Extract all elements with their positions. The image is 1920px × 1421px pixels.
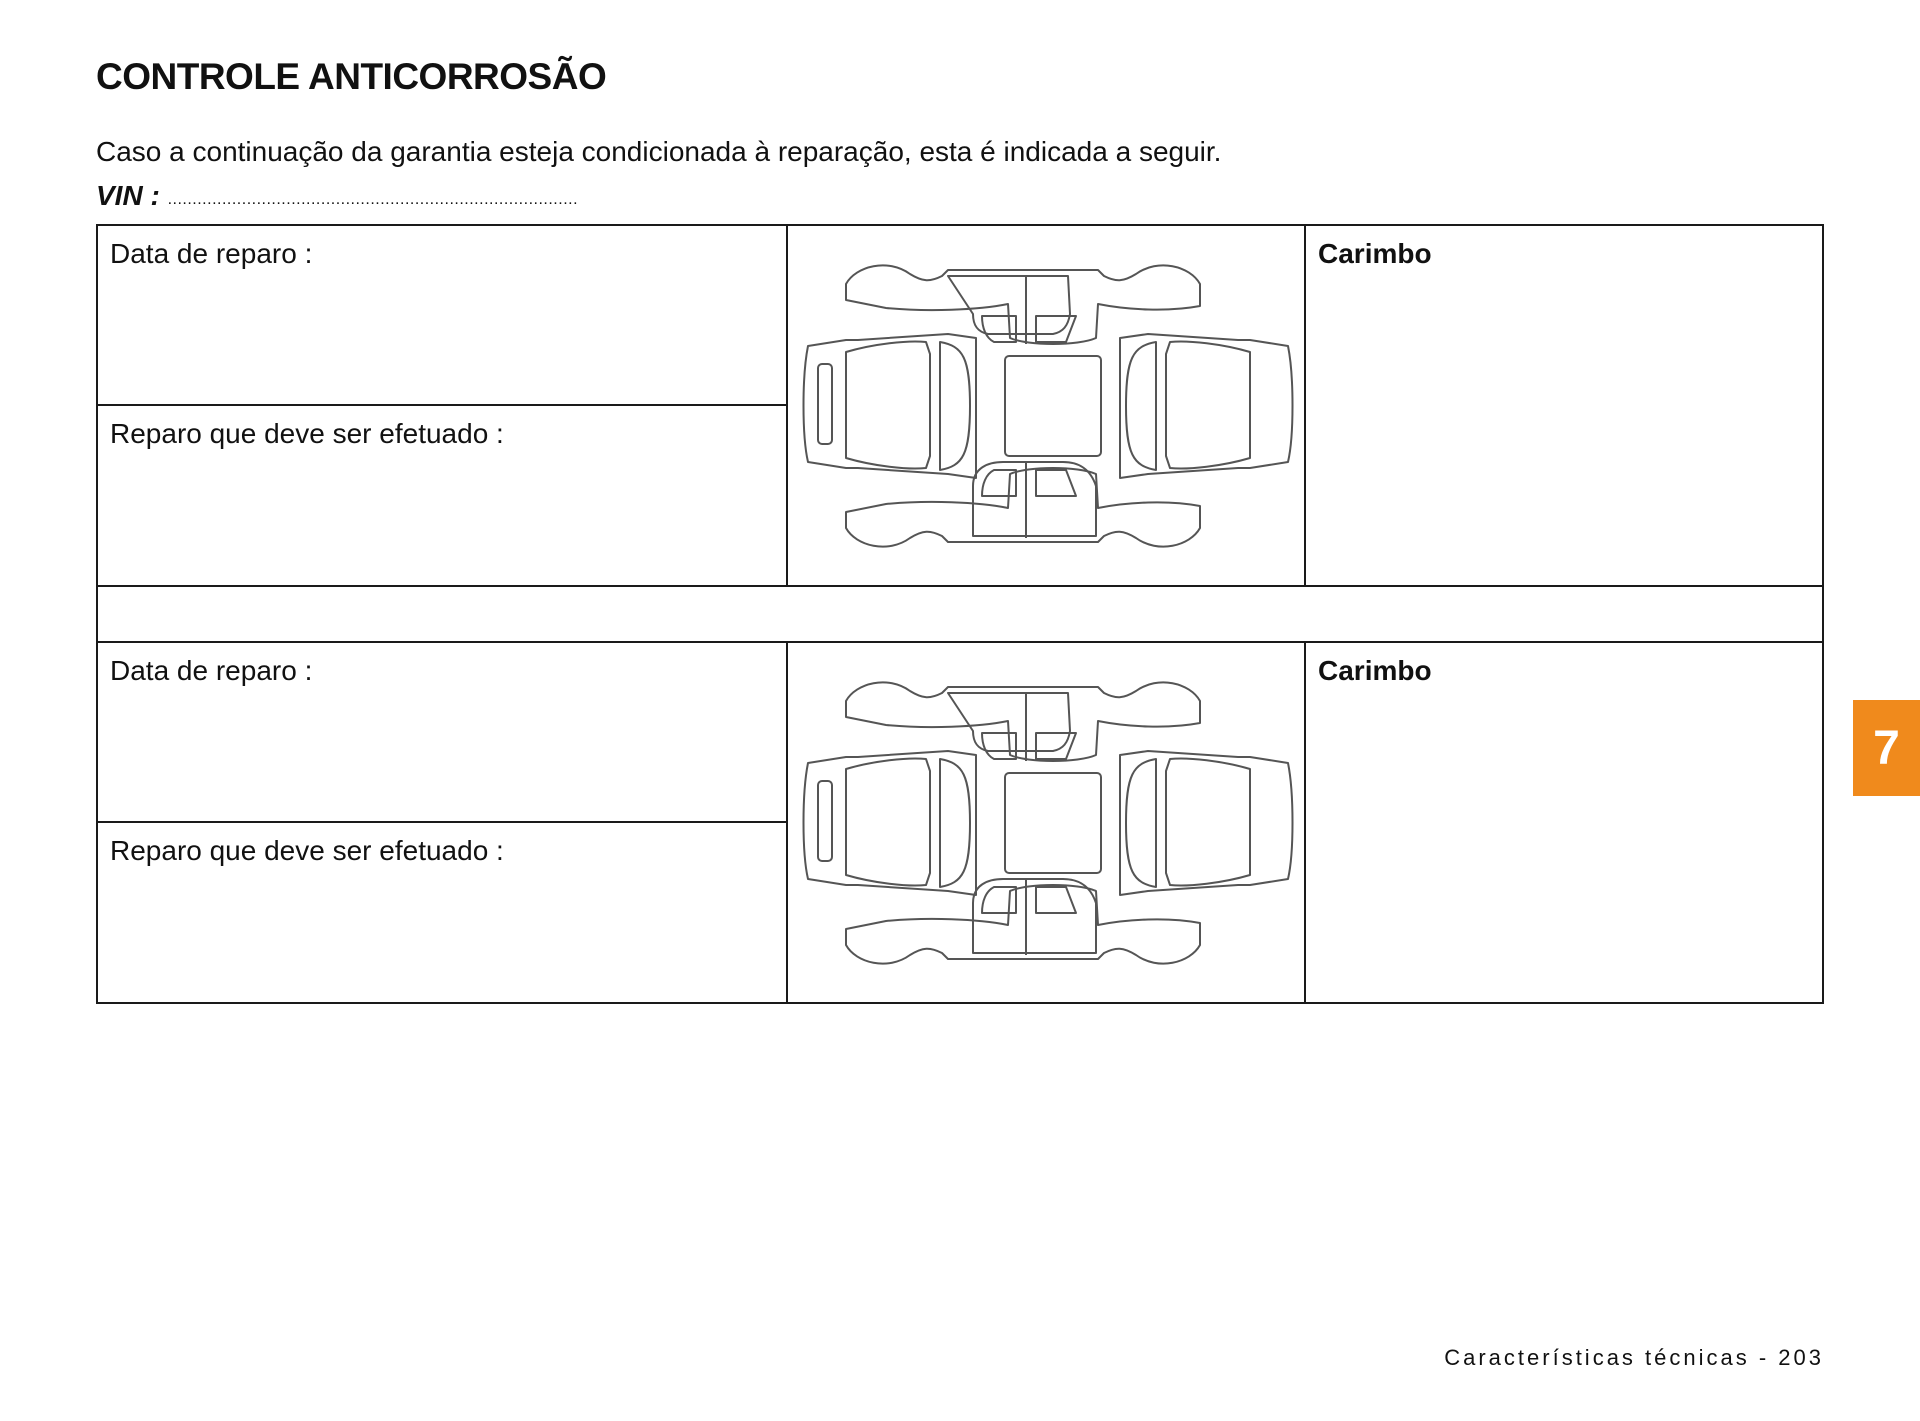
stamp-label: Carimbo [1318, 655, 1432, 686]
repair-description-cell[interactable] [98, 823, 788, 1002]
vin-dotted-field[interactable]: ................................................................................... [167, 191, 579, 208]
repair-date-label: Data de reparo : [110, 655, 313, 686]
car-body-layout-icon [798, 246, 1298, 566]
repair-table [96, 224, 1824, 1004]
repair-date-cell[interactable] [98, 643, 788, 823]
vin-label: VIN : [96, 180, 160, 211]
repair-date-cell[interactable] [98, 226, 788, 406]
chapter-number: 7 [1873, 721, 1900, 775]
page-title: CONTROLE ANTICORROSÃO [96, 56, 607, 97]
repair-block [98, 643, 1822, 1002]
repair-block [98, 226, 1822, 585]
table-spacer-row [98, 585, 1822, 643]
stamp-cell[interactable] [1306, 643, 1822, 1002]
repair-description-label: Reparo que deve ser efetuado : [110, 418, 504, 449]
stamp-cell[interactable] [1306, 226, 1822, 585]
intro-text: Caso a continuação da garantia esteja condicionada à reparação, esta é indicada a seguir. [96, 136, 1222, 167]
repair-description-label: Reparo que deve ser efetuado : [110, 835, 504, 866]
repair-date-label: Data de reparo : [110, 238, 313, 269]
vin-line [96, 180, 578, 212]
repair-description-cell[interactable] [98, 406, 788, 585]
chapter-tab [1853, 700, 1920, 796]
car-body-layout-icon [798, 663, 1298, 983]
car-diagram-cell [788, 226, 1306, 585]
car-diagram-cell [788, 643, 1306, 1002]
page-footer: Características técnicas - 203 [1444, 1345, 1824, 1370]
stamp-label: Carimbo [1318, 238, 1432, 269]
